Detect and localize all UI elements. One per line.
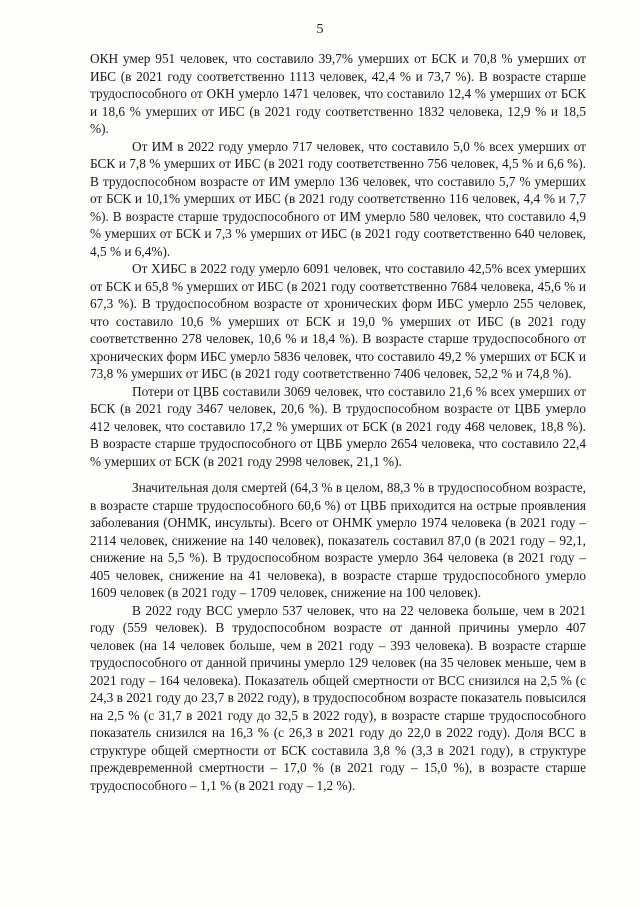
paragraph-okn-continuation: ОКН умер 951 человек, что составило 39,7% умерших от БСК и 70,8 % умерших от ИБС (в 2021 году соответственно 1113 человек, 42,4 % и 73,7 %). В возрасте старше трудоспособного от ОКН умерло 1471 человек, что составило 12,4 % умерших от БСК и 18,6 % умерших от ИБС (в 2021 году соответственно 1832 человека, 12,9 % и 18,5 %). [90, 51, 586, 136]
paragraph-onmk: Значительная доля смертей (64,3 % в целом, 88,3 % в трудоспособном возрасте, в возрасте старше трудоспособного 60,6 %) от ЦВБ приходится на острые проявления заболевания (ОНМК, инсульты). Всего от ОНМК умерло 1974 человека (в 2021 году – 2114 человек, снижение на 140 человек), показатель составил 87,0 (в 2021 году – 92,1, снижение на 5,5 %). В трудоспособном возрасте умерло 364 человека (в 2021 году – 405 человек, снижение на 41 человека), в возрасте старше трудоспособного умерло 1609 человек (в 2021 году – 1709 человек, снижение на 100 человек). [90, 480, 586, 600]
document-body [90, 50, 586, 794]
paragraph-hibs: От ХИБС в 2022 году умерло 6091 человек, что составило 42,5% всех умерших от БСК и 65,8 % умерших от ИБС (в 2021 году соответственно 7684 человека, 45,6 % и 67,3 %). В трудоспособном возрасте от хронических форм ИБС умерло 255 человек, что составило 10,6 % умерших от БСК и 19,0 % умерших от ИБС (в 2021 году соответственно 278 человек, 10,6 % и 18,4 %). В возрасте старше трудоспособного от хронических форм ИБС умерло 5836 человек, что составило 49,2 % умерших от БСК и 73,8 % умерших от ИБС (в 2021 году соответственно 7406 человек, 52,2 % и 74,8 %). [90, 261, 586, 381]
page-number: 5 [316, 22, 324, 37]
paragraph-vss: В 2022 году ВСС умерло 537 человек, что на 22 человека больше, чем в 2021 году (559 человек). В трудоспособном возрасте от данной причины умерло 407 человек (на 14 человек больше, чем в 2021 году – 393 человека). В возрасте старше трудоспособного от данной причины умерло 129 человек (на 35 человек меньше, чем в 2021 году – 164 человека). Показатель общей смертности от ВСС снизился на 2,5 % (с 24,3 в 2021 году до 23,7 в 2022 году), в трудоспособном возрасте показатель повысился на 2,5 % (с 31,7 в 2021 году до 32,5 в 2022 году), в возрасте старше трудоспособного показатель снизился на 16,3 % (с 26,3 в 2021 году до 22,0 в 2022 году). Доля ВСС в структуре общей смертности от БСК составила 3,8 % (3,3 в 2021 году), в структуре преждевременной смертности – 17,0 % (в 2021 году – 15,0 %), в возрасте старше трудоспособного – 1,1 % (в 2021 году – 1,2 %). [90, 602, 586, 793]
paragraph-cvb: Потери от ЦВБ составили 3069 человек, что составило 21,6 % всех умерших от БСК (в 2021 году 3467 человек, 20,6 %). В трудоспособном возрасте от ЦВБ умерло 412 человек, что составило 17,2 % умерших от БСК (в 2021 году 468 человек, 18,8 %). В возрасте старше трудоспособного от ЦВБ умерло 2654 человека, что составило 22,4 % умерших от БСК (в 2021 году 2998 человек, 21,1 %). [90, 383, 586, 469]
paragraph-im: От ИМ в 2022 году умерло 717 человек, что составило 5,0 % всех умерших от БСК и 7,8 % умерших от ИБС (в 2021 году соответственно 756 человек, 4,5 % и 6,6 %). В трудоспособном возрасте от ИМ умерло 136 человек, что составило 5,7 % умерших от БСК и 10,1% умерших от ИБС (в 2021 году соответственно 116 человек, 4,4 % и 7,7 %). В возрасте старше трудоспособного от ИМ умерло 580 человек, что составило 4,9 % умерших от БСК и 7,3 % умерших от ИБС (в 2021 году соответственно 640 человек, 4,5 % и 6,4%). [90, 138, 586, 259]
